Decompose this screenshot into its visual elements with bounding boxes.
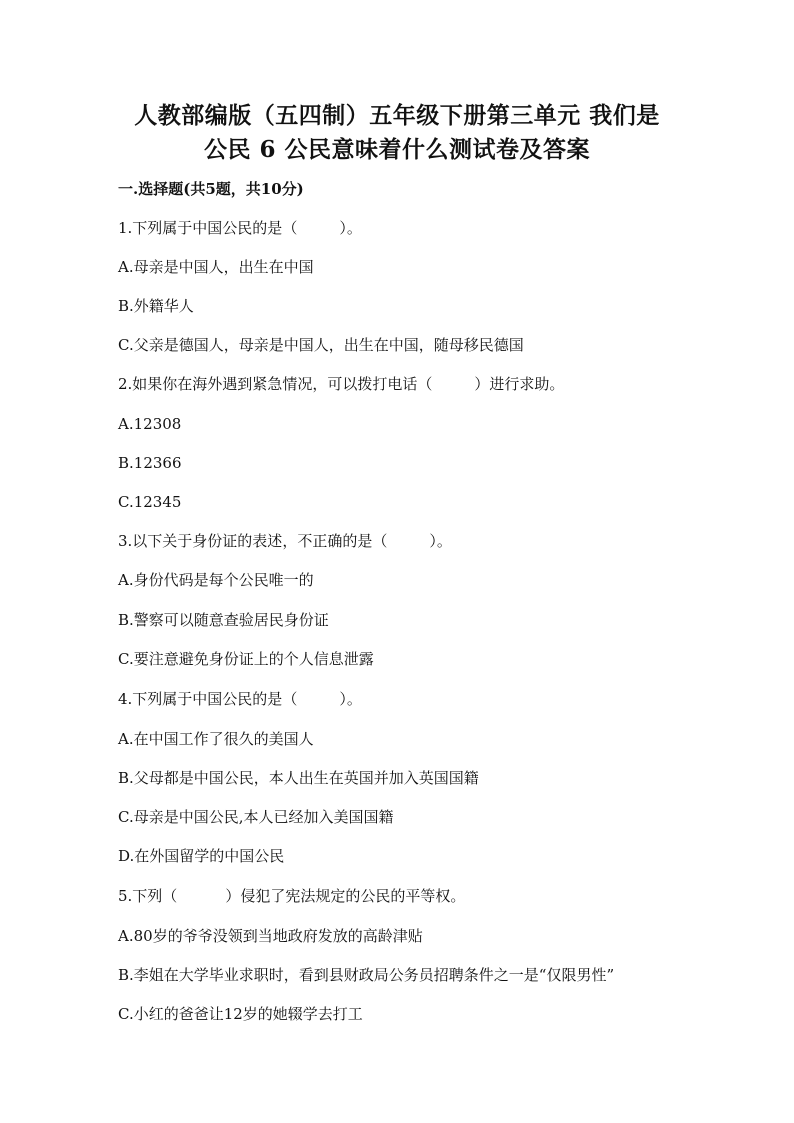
question-3-stem — [118, 531, 452, 551]
question-5-stem — [118, 886, 465, 906]
question-4-stem-after: ）。 — [339, 690, 362, 708]
document-title-line-1: 人教部编版（五四制）五年级下册第三单元 我们是 — [134, 102, 660, 129]
question-4-stem-before: 4.下列属于中国公民的是（ — [118, 690, 298, 708]
question-3-option-a: A.身份代码是每个公民唯一的 — [118, 571, 314, 589]
question-1-stem — [118, 218, 362, 238]
question-5-stem-after: ）侵犯了宪法规定的公民的平等权。 — [225, 887, 466, 905]
question-4-option-d: D.在外国留学的中国公民 — [118, 847, 285, 865]
section-heading: 一.选择题(共5题，共10分) — [118, 180, 304, 198]
question-1-stem-before: 1.下列属于中国公民的是（ — [118, 219, 298, 237]
question-4-option-b: B.父母都是中国公民，本人出生在英国并加入英国国籍 — [118, 769, 479, 787]
question-2-stem-before: 2.如果你在海外遇到紧急情况，可以拨打电话（ — [118, 375, 433, 393]
question-4-option-a: A.在中国工作了很久的美国人 — [118, 730, 314, 748]
question-5-stem-before: 5.下列（ — [118, 887, 178, 905]
question-4-stem — [118, 689, 362, 709]
question-2-option-b: B.12366 — [118, 454, 182, 472]
question-2-stem-after: ）进行求助。 — [474, 375, 565, 393]
question-1-option-b: B.外籍华人 — [118, 297, 194, 315]
question-1-option-a: A.母亲是中国人，出生在中国 — [118, 258, 314, 276]
question-5-option-a: A.80岁的爷爷没领到当地政府发放的高龄津贴 — [118, 927, 423, 945]
question-4-option-c: C.母亲是中国公民,本人已经加入美国国籍 — [118, 808, 394, 826]
question-2-stem — [118, 374, 564, 394]
question-2-option-a: A.12308 — [118, 415, 182, 433]
question-5-option-c: C.小红的爸爸让12岁的她辍学去打工 — [118, 1005, 363, 1023]
question-2-option-c: C.12345 — [118, 493, 182, 511]
question-5-option-b: B.李姐在大学毕业求职时，看到县财政局公务员招聘条件之一是“仅限男性” — [118, 966, 615, 984]
document-title-line-2: 公民 6 公民意味着什么测试卷及答案 — [203, 136, 591, 163]
question-3-stem-after: ）。 — [429, 532, 452, 550]
question-3-option-c: C.要注意避免身份证上的个人信息泄露 — [118, 650, 374, 668]
question-3-option-b: B.警察可以随意查验居民身份证 — [118, 611, 329, 629]
question-1-option-c: C.父亲是德国人，母亲是中国人，出生在中国，随母移民德国 — [118, 336, 524, 354]
question-3-stem-before: 3.以下关于身份证的表述，不正确的是（ — [118, 532, 388, 550]
question-1-stem-after: ）。 — [339, 219, 362, 237]
